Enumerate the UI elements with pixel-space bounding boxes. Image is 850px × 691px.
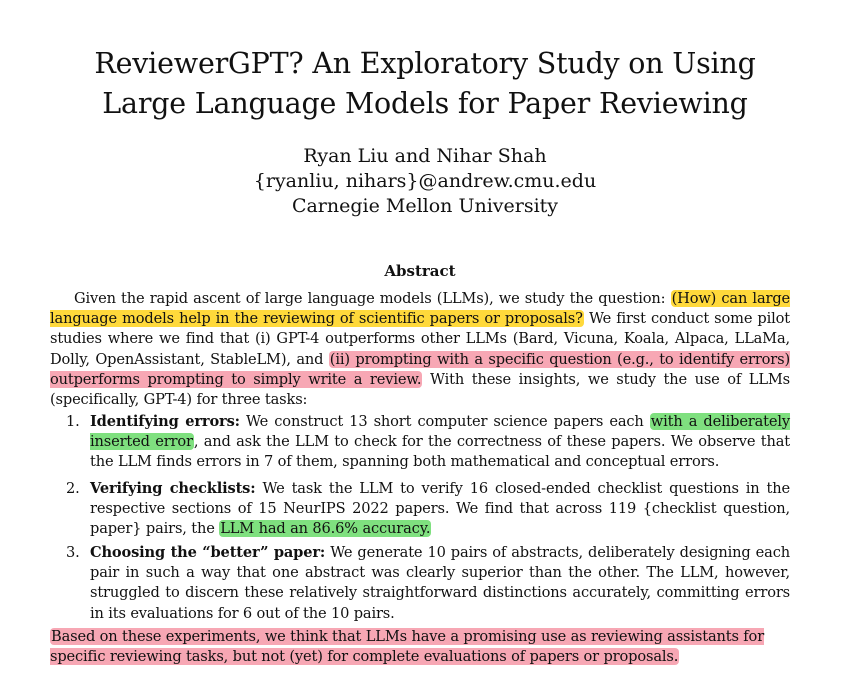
list-number: 3. [66, 544, 80, 561]
list-item [50, 479, 790, 540]
item-heading: Identifying errors: [90, 413, 240, 430]
list-item [50, 412, 790, 473]
abstract-text-a: Given the rapid ascent of large language models (LLMs), we study the question: [74, 290, 671, 307]
item-text: , and ask the LLM to check for the correctness of these papers. We observe that the LLM finds errors in 7 of them, spanning both mathematical and conceptual errors. [90, 433, 790, 471]
list-number: 2. [66, 480, 80, 497]
item-text: We generate 10 pairs of abstracts, deliberately designing each pair in such a way that one abstract was clearly superior than the other. The LLM, however, struggled to discern these relatively straightforward distinctions accurately, committing errors in its evaluations for 6 out of the 10 pairs. [90, 544, 790, 622]
paper-title [0, 44, 850, 124]
title-line-2: Large Language Models for Paper Reviewing [102, 87, 748, 120]
abstract-text-c: With these insights, we study the use of LLMs (specifically, GPT-4) for three tasks: [50, 370, 790, 409]
abstract-text-b: We first conduct some pilot studies where we find that (i) GPT-4 outperforms other LLMs (Bard, Vicuna, Koala, Alpaca, LLaMa, Dolly, OpenAssistant, StableLM), and [50, 310, 790, 368]
author-names: Ryan Liu and Nihar Shah [303, 145, 547, 167]
abstract-heading: Abstract [384, 262, 456, 280]
item-heading: Verifying checklists: [90, 480, 256, 497]
abstract-paragraph [50, 289, 790, 410]
highlight-accuracy: LLM had an 86.6% accuracy. [220, 520, 431, 538]
title-line-1: ReviewerGPT? An Exploratory Study on Using [94, 47, 756, 80]
highlight-conclusion: Based on these experiments, we think that LLMs have a promising use as reviewing assistants for specific reviewing tasks, but not (yet) for complete evaluations of papers or proposals. [50, 628, 765, 666]
highlight-pilot-finding: (ii) prompting with a specific question (e.g., to identify errors) outperforms prompting to simply write a review. [50, 350, 790, 388]
item-text: We construct 13 short computer science papers each [239, 413, 650, 430]
conclusion-paragraph [50, 627, 790, 667]
list-number: 1. [66, 413, 80, 430]
highlight-research-question: (How) can large language models help in the reviewing of scientific papers or proposals? [50, 290, 791, 328]
author-block [0, 144, 850, 219]
highlight-inserted-error: with a deliberately inserted error [90, 413, 790, 451]
author-emails: {ryanliu, nihars}@andrew.cmu.edu [253, 170, 597, 192]
item-text: We task the LLM to verify 16 closed-ended checklist questions in the respective sections of 15 NeurIPS 2022 papers. We find that across 119 {checklist question, paper} pairs, the [90, 480, 790, 538]
list-item [50, 543, 790, 624]
item-heading: Choosing the “better” paper: [90, 544, 326, 561]
author-affiliation: Carnegie Mellon University [291, 195, 559, 217]
